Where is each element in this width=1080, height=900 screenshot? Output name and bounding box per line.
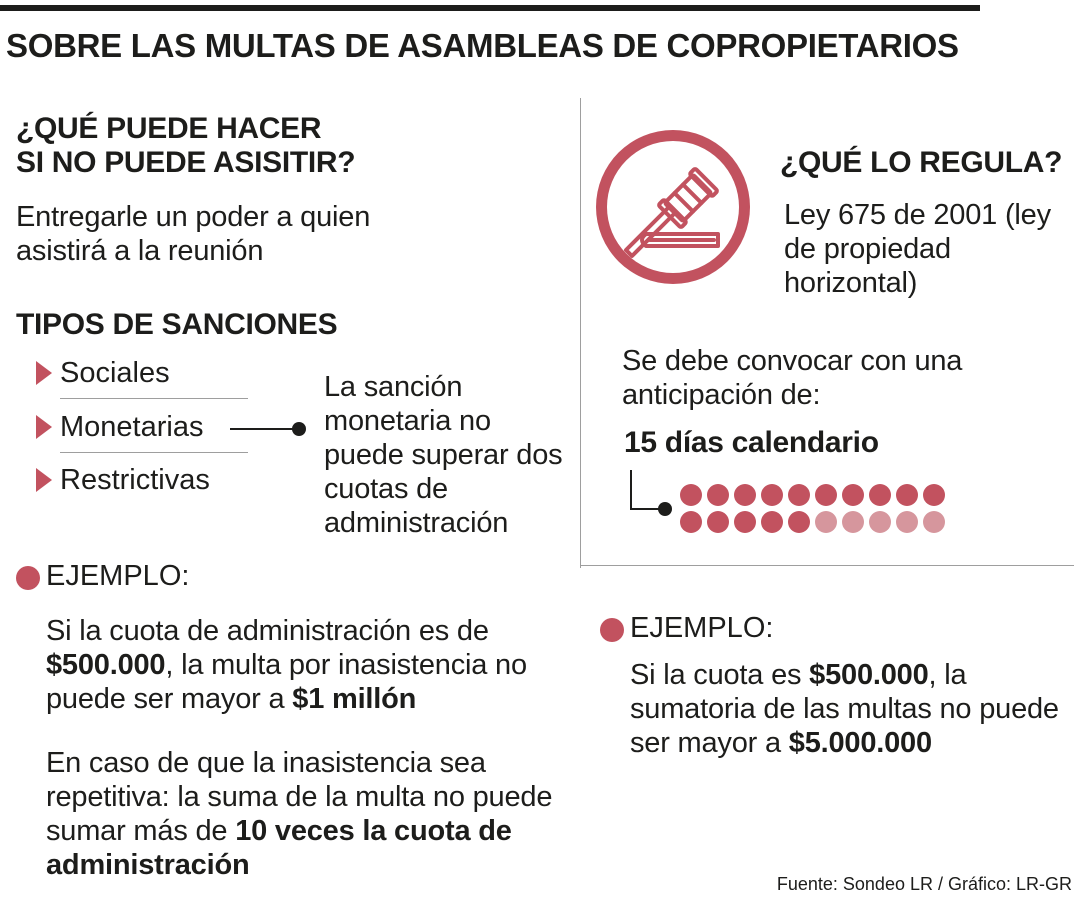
column-divider xyxy=(580,98,581,568)
sanction-item-restrictive xyxy=(36,463,210,497)
triangle-bullet-icon xyxy=(36,415,52,439)
day-dot-counted xyxy=(896,484,918,506)
day-dot-remaining xyxy=(815,511,837,533)
amount-500000: $500.000 xyxy=(46,649,166,681)
source-credit: Fuente: Sondeo LR / Gráfico: LR-GR xyxy=(776,874,1072,894)
sanction-label: Monetarias xyxy=(60,410,204,443)
top-rule xyxy=(0,5,980,11)
day-dot-counted xyxy=(788,511,810,533)
day-dot-counted xyxy=(923,484,945,506)
day-dot-counted xyxy=(707,511,729,533)
example-bullet-icon xyxy=(600,618,624,642)
sanction-item-social xyxy=(36,356,170,390)
text-run: Si la cuota es xyxy=(630,659,810,691)
bracket-line xyxy=(630,470,632,510)
connector-dot xyxy=(292,422,306,436)
day-dot-remaining xyxy=(869,511,891,533)
day-dot-counted xyxy=(761,511,783,533)
text-run: , la sumatoria de las multas no puede ser mayor a xyxy=(630,659,1059,759)
amount-500000: $500.000 xyxy=(809,659,929,691)
day-dot-remaining xyxy=(842,511,864,533)
example2-paragraph xyxy=(630,658,1075,760)
triangle-bullet-icon xyxy=(36,361,52,385)
example-label: EJEMPLO: xyxy=(630,612,774,644)
sanction-label: Sociales xyxy=(60,356,170,389)
day-dot-counted xyxy=(680,484,702,506)
question-regulation: ¿QUÉ LO REGULA? xyxy=(780,146,1063,179)
day-dot-counted xyxy=(842,484,864,506)
day-dot-counted xyxy=(815,484,837,506)
sanction-item-monetary xyxy=(36,410,203,444)
text-run: En caso de que la inasistencia sea repetitiva: la suma de la multa no puede sumar más de xyxy=(46,747,553,847)
page-title: SOBRE LAS MULTAS DE ASAMBLEAS DE COPROPIETARIOS xyxy=(6,27,959,64)
text-run: Si la cuota de administración es de xyxy=(46,615,489,647)
days-dot-grid xyxy=(680,484,952,533)
section-divider xyxy=(580,565,1074,566)
sanction-divider xyxy=(60,398,248,399)
connector-line xyxy=(230,428,296,430)
answer-attendance: Entregarle un poder a quien asistirá a la reunión xyxy=(16,201,371,267)
amount-5000000: $5.000.000 xyxy=(788,727,932,759)
text-run: , la multa por inasistencia no puede ser mayor a xyxy=(46,649,527,715)
day-dot-remaining xyxy=(923,511,945,533)
day-dot-counted xyxy=(869,484,891,506)
example1-paragraph2 xyxy=(46,746,566,882)
day-dot-counted xyxy=(788,484,810,506)
example-label: EJEMPLO: xyxy=(46,560,190,592)
sanction-divider xyxy=(60,452,248,453)
day-dot-counted xyxy=(761,484,783,506)
days-label: 15 días calendario xyxy=(624,426,879,459)
example-bullet-icon xyxy=(16,566,40,590)
question-attendance xyxy=(16,112,416,180)
day-dot-counted xyxy=(734,511,756,533)
gavel-icon xyxy=(596,130,750,284)
triangle-bullet-icon xyxy=(36,468,52,492)
max-multiplier: 10 veces la cuota de administración xyxy=(46,815,512,881)
question-line: ¿QUÉ PUEDE HACER xyxy=(16,112,322,145)
answer-regulation: Ley 675 de 2001 (ley de propiedad horizontal) xyxy=(784,199,1051,299)
question-line: SI NO PUEDE ASISITIR? xyxy=(16,146,356,179)
day-dot-remaining xyxy=(896,511,918,533)
day-dot-counted xyxy=(680,511,702,533)
sanctions-heading: TIPOS DE SANCIONES xyxy=(16,308,338,341)
sanction-label: Restrictivas xyxy=(60,463,210,496)
bracket-dot xyxy=(658,502,672,516)
day-dot-counted xyxy=(734,484,756,506)
day-dot-counted xyxy=(707,484,729,506)
notice-text: Se debe convocar con una anticipación de: xyxy=(622,345,963,411)
amount-1-millon: $1 millón xyxy=(292,683,417,715)
example1-paragraph1 xyxy=(46,614,576,716)
sanction-note: La sanción monetaria no puede superar dos cuotas de administración xyxy=(324,371,563,539)
